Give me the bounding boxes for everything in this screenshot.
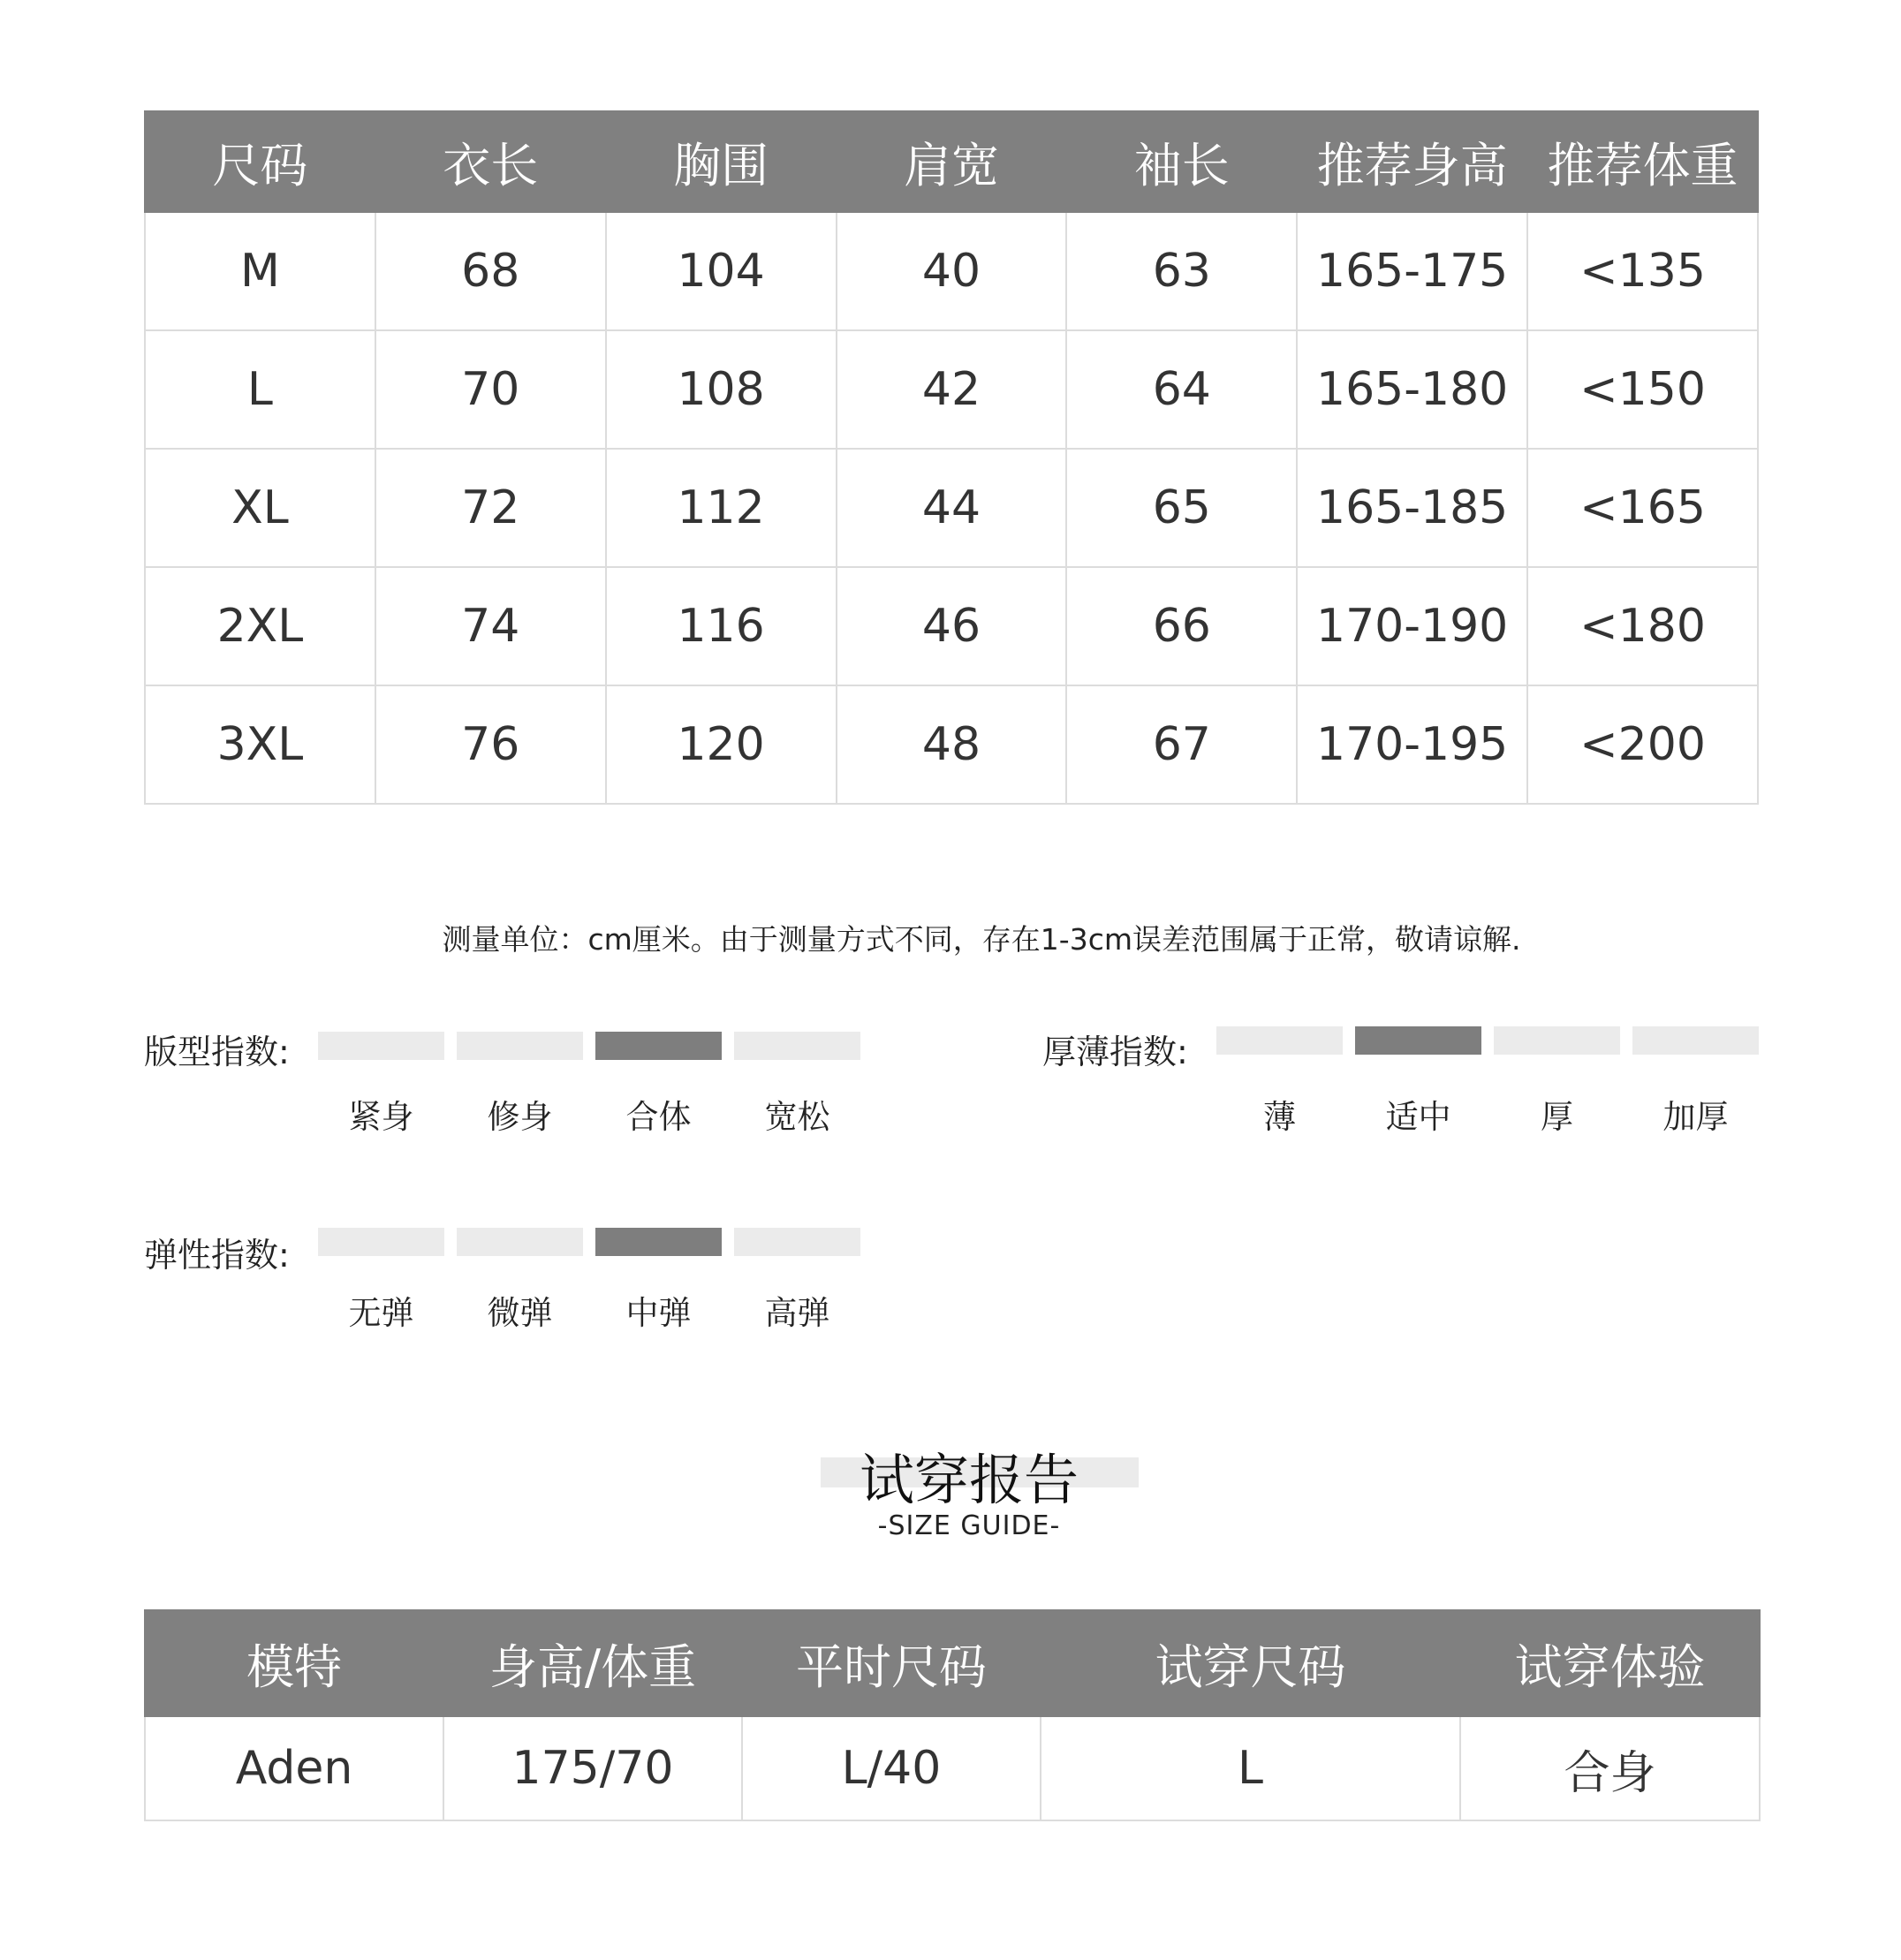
header-rec-height: 推荐身高 bbox=[1297, 111, 1527, 212]
table-cell: 76 bbox=[375, 685, 606, 804]
table-cell: 63 bbox=[1066, 212, 1297, 330]
elasticity-index-label: 弹性指数: bbox=[144, 1236, 290, 1275]
header-sleeve: 袖长 bbox=[1066, 111, 1297, 212]
table-cell: 66 bbox=[1066, 567, 1297, 685]
table-cell: <135 bbox=[1527, 212, 1758, 330]
header-length: 衣长 bbox=[375, 111, 606, 212]
table-cell: 70 bbox=[375, 330, 606, 449]
table-cell: L/40 bbox=[742, 1716, 1041, 1820]
table-cell: 165-175 bbox=[1297, 212, 1527, 330]
thickness-index-option: 适中 bbox=[1385, 1098, 1451, 1136]
thickness-index-label: 厚薄指数: bbox=[1042, 1033, 1188, 1071]
thickness-index-bar-thin bbox=[1216, 1026, 1343, 1055]
elasticity-index-option: 高弹 bbox=[764, 1294, 830, 1332]
table-cell: 42 bbox=[837, 330, 1067, 449]
table-cell: 67 bbox=[1066, 685, 1297, 804]
header-rec-weight: 推荐体重 bbox=[1527, 111, 1758, 212]
table-row bbox=[145, 330, 1758, 449]
fit-index-option: 宽松 bbox=[764, 1098, 830, 1136]
header-shoulder: 肩宽 bbox=[837, 111, 1067, 212]
measurement-note: 测量单位：cm厘米。由于测量方式不同，存在1-3cm误差范围属于正常，敬请谅解. bbox=[442, 922, 1521, 957]
fit-index-option: 紧身 bbox=[348, 1098, 414, 1136]
table-cell: <165 bbox=[1527, 449, 1758, 567]
table-cell: 165-185 bbox=[1297, 449, 1527, 567]
table-cell: 72 bbox=[375, 449, 606, 567]
header-tried-size: 试穿尺码 bbox=[1041, 1610, 1460, 1716]
fit-report-header-row bbox=[145, 1610, 1760, 1716]
table-cell: 48 bbox=[837, 685, 1067, 804]
table-row bbox=[145, 567, 1758, 685]
elasticity-index-option: 无弹 bbox=[348, 1294, 414, 1332]
table-cell: 175/70 bbox=[443, 1716, 742, 1820]
table-cell: 112 bbox=[606, 449, 837, 567]
elasticity-index-bar-none bbox=[318, 1228, 444, 1256]
thickness-index-bar-medium bbox=[1355, 1026, 1481, 1055]
thickness-index-option: 薄 bbox=[1263, 1098, 1296, 1136]
header-model: 模特 bbox=[145, 1610, 443, 1716]
header-height-weight: 身高/体重 bbox=[443, 1610, 742, 1716]
fit-report-table bbox=[144, 1609, 1761, 1821]
report-title: 试穿报告 bbox=[859, 1448, 1079, 1512]
header-usual-size: 平时尺码 bbox=[742, 1610, 1041, 1716]
fit-index-option: 合体 bbox=[625, 1098, 692, 1136]
fit-index-bar-slim bbox=[457, 1032, 583, 1060]
table-cell: 116 bbox=[606, 567, 837, 685]
table-row bbox=[145, 449, 1758, 567]
table-row bbox=[145, 212, 1758, 330]
table-cell: M bbox=[145, 212, 375, 330]
table-cell: 68 bbox=[375, 212, 606, 330]
elasticity-index-bar-slight bbox=[457, 1228, 583, 1256]
fit-index-bar-regular bbox=[595, 1032, 722, 1060]
table-cell: <200 bbox=[1527, 685, 1758, 804]
table-cell: 74 bbox=[375, 567, 606, 685]
thickness-index-option: 厚 bbox=[1541, 1098, 1573, 1136]
table-cell: XL bbox=[145, 449, 375, 567]
elasticity-index-bar-high bbox=[734, 1228, 860, 1256]
elasticity-index-option: 中弹 bbox=[625, 1294, 692, 1332]
elasticity-index-bar-medium bbox=[595, 1228, 722, 1256]
table-cell: 46 bbox=[837, 567, 1067, 685]
table-row bbox=[145, 685, 1758, 804]
table-cell: 104 bbox=[606, 212, 837, 330]
table-cell: 165-180 bbox=[1297, 330, 1527, 449]
table-cell: L bbox=[145, 330, 375, 449]
table-cell: 120 bbox=[606, 685, 837, 804]
table-cell: 170-190 bbox=[1297, 567, 1527, 685]
table-cell: 65 bbox=[1066, 449, 1297, 567]
thickness-index-bar-thick bbox=[1494, 1026, 1620, 1055]
table-cell: 40 bbox=[837, 212, 1067, 330]
thickness-index-bar-extra-thick bbox=[1632, 1026, 1759, 1055]
fit-index-label: 版型指数: bbox=[144, 1033, 290, 1071]
table-cell: L bbox=[1041, 1716, 1460, 1820]
table-cell: 108 bbox=[606, 330, 837, 449]
fit-index-option: 修身 bbox=[487, 1098, 553, 1136]
table-cell: <180 bbox=[1527, 567, 1758, 685]
header-size: 尺码 bbox=[145, 111, 375, 212]
report-subtitle: -SIZE GUIDE- bbox=[877, 1510, 1061, 1541]
table-cell: 64 bbox=[1066, 330, 1297, 449]
elasticity-index-option: 微弹 bbox=[487, 1294, 553, 1332]
table-cell: Aden bbox=[145, 1716, 443, 1820]
size-chart-table bbox=[144, 110, 1759, 805]
table-cell: 170-195 bbox=[1297, 685, 1527, 804]
header-chest: 胸围 bbox=[606, 111, 837, 212]
table-cell: 3XL bbox=[145, 685, 375, 804]
table-cell: 44 bbox=[837, 449, 1067, 567]
table-cell: <150 bbox=[1527, 330, 1758, 449]
header-fit-experience: 试穿体验 bbox=[1460, 1610, 1760, 1716]
table-row bbox=[145, 1716, 1760, 1820]
fit-index-bar-loose bbox=[734, 1032, 860, 1060]
table-cell: 合身 bbox=[1460, 1716, 1760, 1820]
fit-index-bar-tight bbox=[318, 1032, 444, 1060]
size-chart-header-row bbox=[145, 111, 1758, 212]
thickness-index-option: 加厚 bbox=[1662, 1098, 1729, 1136]
table-cell: 2XL bbox=[145, 567, 375, 685]
